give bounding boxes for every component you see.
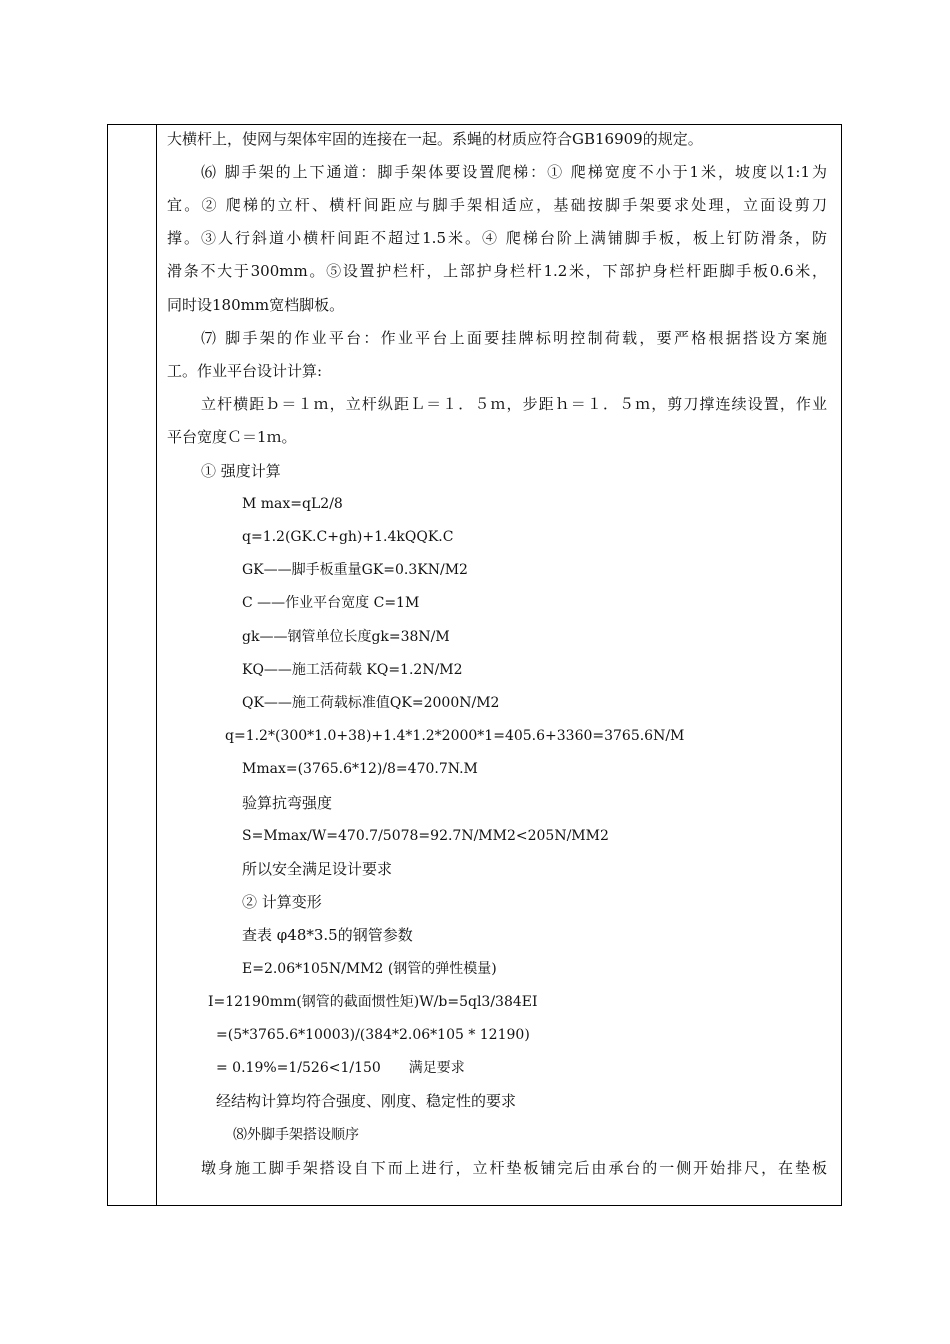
document-body bbox=[158, 125, 841, 1205]
formula-line: C ——作业平台宽度 C=1M bbox=[242, 595, 420, 611]
section-heading: ⑻外脚手架搭设顺序 bbox=[233, 1127, 359, 1143]
text-line: 撑。③人行斜道小横杆间距不超过1.5米。④ 爬梯台阶上满铺脚手板，板上钉防滑条，防 bbox=[167, 229, 827, 247]
section-heading: ① 强度计算 bbox=[201, 462, 281, 480]
table-left-column bbox=[108, 125, 157, 1205]
formula-line: GK——脚手板重量GK=0.3KN/M2 bbox=[242, 562, 468, 578]
section-heading: ② 计算变形 bbox=[242, 893, 322, 911]
text-line: 墩身施工脚手架搭设自下而上进行，立杆垫板铺完后由承台的一侧开始排尺，在垫板 bbox=[201, 1159, 827, 1177]
formula-line: QK——施工荷载标准值QK=2000N/M2 bbox=[242, 695, 500, 711]
text-line: 工。作业平台设计计算: bbox=[167, 362, 323, 380]
formula-line: gk——钢管单位长度gk=38N/M bbox=[242, 629, 450, 645]
document-table bbox=[107, 124, 842, 1206]
text-line: 大横杆上，使网与架体牢固的连接在一起。系蝇的材质应符合GB16909的规定。 bbox=[167, 130, 703, 148]
formula-line: I=12190mm(钢管的截面惯性矩)W/b=5ql3/384EI bbox=[208, 994, 538, 1010]
text-line: 所以安全满足设计要求 bbox=[242, 860, 393, 878]
formula-line: E=2.06*105N/MM2 (钢管的弹性模量) bbox=[242, 961, 497, 977]
formula-line: S=Mmax/W=470.7/5078=92.7N/MM2<205N/MM2 bbox=[242, 828, 609, 844]
text-line: 立杆横距ｂ＝１ｍ，立杆纵距Ｌ＝１．５ｍ，步距ｈ＝１．５ｍ，剪刀撑连续设置，作业 bbox=[201, 395, 827, 413]
text-line: 经结构计算均符合强度、刚度、稳定性的要求 bbox=[216, 1092, 517, 1110]
text-line: 查表 φ48*3.5的钢管参数 bbox=[242, 926, 413, 944]
formula-line: KQ——施工活荷载 KQ=1.2N/M2 bbox=[242, 662, 463, 678]
text-line: 宜。② 爬梯的立杆、横杆间距应与脚手架相适应，基础按脚手架要求处理，立面设剪刀 bbox=[167, 196, 827, 214]
formula-line: Mmax=(3765.6*12)/8=470.7N.M bbox=[242, 761, 478, 777]
text-line: 平台宽度Ｃ＝1ｍ。 bbox=[167, 428, 297, 446]
formula-line: =(5*3765.6*10003)/(384*2.06*105 * 12190) bbox=[216, 1027, 530, 1043]
text-line: 滑条不大于300mm。⑤设置护栏杆，上部护身栏杆1.2米，下部护身栏杆距脚手板0.6米， bbox=[167, 262, 827, 280]
text-line: 验算抗弯强度 bbox=[242, 794, 333, 812]
text-line: 同时设180mm宽档脚板。 bbox=[167, 296, 345, 314]
text-line: ⑺ 脚手架的作业平台：作业平台上面要挂牌标明控制荷载，要严格根据搭设方案施 bbox=[201, 329, 827, 347]
formula-line: = 0.19%=1/526<1/150 满足要求 bbox=[216, 1060, 465, 1076]
text-line: ⑹ 脚手架的上下通道：脚手架体要设置爬梯：① 爬梯宽度不小于1米，坡度以1:1为 bbox=[201, 163, 827, 181]
formula-line: M max=qL2/8 bbox=[242, 496, 343, 512]
formula-line: q=1.2*(300*1.0+38)+1.4*1.2*2000*1=405.6+3360=3765.6N/M bbox=[225, 728, 685, 744]
formula-line: q=1.2(GK.C+gh)+1.4kQQK.C bbox=[242, 529, 454, 545]
